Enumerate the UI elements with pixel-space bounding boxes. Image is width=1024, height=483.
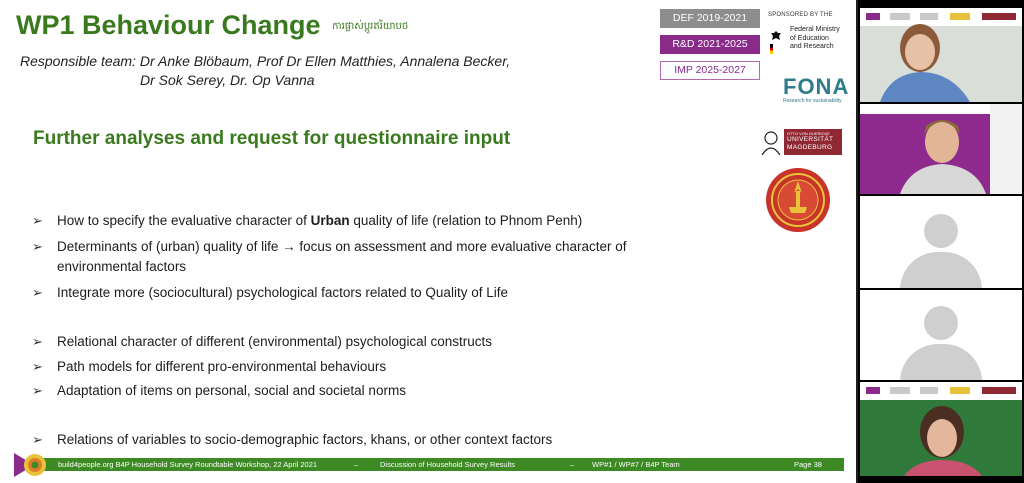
responsible-team-line-1: Responsible team: Dr Anke Blöbaum, Prof Dr Ellen Matthies, Annalena Becker,: [20, 53, 510, 69]
arrow-bullet-icon: ➢: [32, 239, 43, 254]
eagle-icon: [770, 30, 782, 42]
ministry-name: [790, 26, 840, 52]
slide-title-text: WP1 Behaviour Change: [16, 10, 321, 40]
ministry-line-2: of Education: [790, 34, 829, 42]
user-avatar-icon: [900, 214, 982, 288]
phase-rd-badge: R&D 2021-2025: [660, 35, 760, 54]
bullet-item: [32, 357, 732, 377]
footer-page: Page 38: [794, 460, 822, 469]
bullet-text: Path models for different pro-environmental behaviours: [57, 359, 387, 374]
participant-video: [860, 8, 1022, 102]
responsible-team-line-2: Dr Sok Serey, Dr. Op Vanna: [140, 72, 315, 88]
fona-tagline: Research for sustainability: [783, 98, 842, 104]
arrow-bullet-icon: ➢: [32, 383, 43, 398]
user-avatar-icon: [900, 306, 982, 380]
participant-video-tile[interactable]: [860, 8, 1022, 102]
bullet-item: [32, 211, 732, 231]
university-magdeburg-logo: [758, 129, 842, 155]
arrow-bullet-icon: ➢: [32, 334, 43, 349]
slide-subtitle: Further analyses and request for questionnaire input: [33, 128, 511, 149]
arrow-bullet-icon: ➢: [32, 359, 43, 374]
bullet-item: [32, 381, 732, 401]
sponsor-label: SPONSORED BY THE: [768, 12, 833, 18]
bullet-text: Integrate more (sociocultural) psychological factors related to Quality of Life: [57, 285, 508, 300]
footer-separator: –: [354, 460, 359, 469]
ministry-line-3: and Research: [790, 43, 834, 50]
participant-video-tile[interactable]: [860, 104, 1022, 194]
ministry-line-1: Federal Ministry: [790, 26, 840, 33]
avatar-body: [900, 344, 982, 380]
university-line-3: MAGDEBURG: [787, 144, 833, 151]
arrow-bullet-icon: ➢: [32, 285, 43, 300]
bmbf-logo: [770, 26, 850, 56]
arrow-bullet-icon: ➢: [32, 213, 43, 228]
bullet-text: Relations of variables to socio-demographic factors, khans, or other context factors: [57, 432, 553, 447]
footer-team: WP#1 / WP#7 / B4P Team: [592, 460, 680, 469]
phase-def-badge: DEF 2019-2021: [660, 9, 760, 28]
slide-title-khmer: ការផ្លាស់ប្តូរឥរិយាបថ: [332, 21, 409, 33]
cambodia-seal-icon: [765, 167, 831, 233]
german-flag-icon: [770, 44, 773, 54]
participant-video: [860, 382, 1022, 476]
participant-video: [860, 104, 1022, 194]
participant-video-tile[interactable]: [860, 382, 1022, 476]
participant-strip[interactable]: [858, 0, 1024, 483]
portrait-icon: [758, 129, 784, 155]
bullet-text: Relational character of different (environmental) psychological constructs: [57, 334, 492, 349]
bullet-text: Determinants of (urban) quality of life → focus on assessment and more evaluative character of environmental factors: [57, 239, 627, 274]
responsible-team: [20, 52, 530, 90]
fona-logo: FONA: [783, 74, 850, 99]
bullet-item: [32, 283, 732, 303]
footer-event: build4people.org B4P Household Survey Roundtable Workshop, 22 April 2021: [58, 460, 318, 469]
university-line-1: OTTO VON GUERICKE: [787, 131, 830, 136]
participant-avatar-tile[interactable]: [860, 290, 1022, 380]
avatar-body: [900, 252, 982, 288]
arrow-bullet-icon: ➢: [32, 432, 43, 447]
university-name-box: [784, 129, 842, 155]
slide-title: [16, 10, 408, 41]
footer-separator: –: [570, 460, 575, 469]
university-line-2: UNIVERSITÄT: [787, 136, 834, 143]
phase-imp-badge: IMP 2025-2027: [660, 61, 760, 80]
footer-topic: Discussion of Household Survey Results: [380, 460, 516, 469]
bullet-item: [32, 430, 732, 450]
participant-avatar-tile[interactable]: [860, 196, 1022, 288]
bullet-item: [32, 332, 732, 352]
slide-footer: [14, 450, 844, 478]
bullet-item: [32, 237, 732, 277]
b4p-logo-icon: [14, 451, 48, 479]
bullet-text: How to specify the evaluative character of Urban quality of life (relation to Phnom Penh): [57, 213, 583, 228]
avatar-head: [924, 306, 958, 340]
bullet-text: Adaptation of items on personal, social and societal norms: [57, 383, 406, 398]
avatar-head: [924, 214, 958, 248]
